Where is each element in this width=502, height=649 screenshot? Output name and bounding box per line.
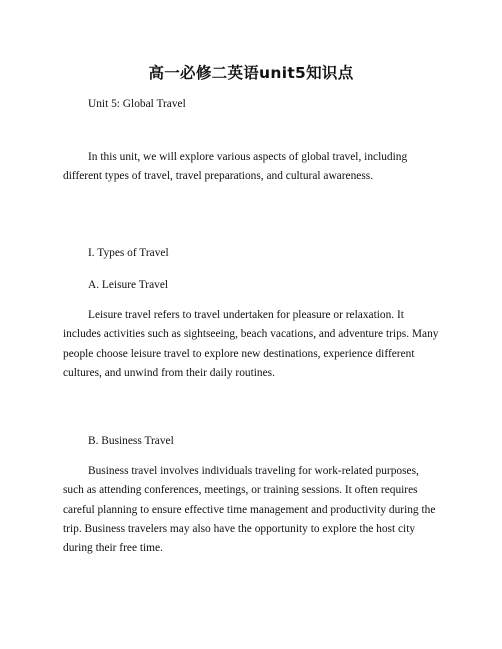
business-travel-paragraph: Business travel involves individuals traveling for work-related purposes, such as attending conferences, meetings, or training sessions. It often requires careful planning to ensure effective time management and productivity during the trip. Business travelers may also have the opportunity to explore the host city during their free time.	[63, 465, 436, 555]
subsection-heading-business-travel: B. Business Travel	[88, 435, 174, 447]
intro-paragraph: In this unit, we will explore various aspects of global travel, including different types of travel, travel preparations, and cultural awareness.	[63, 151, 408, 183]
subsection-heading-leisure-travel: A. Leisure Travel	[88, 279, 169, 291]
leisure-travel-paragraph: Leisure travel refers to travel undertaken for pleasure or relaxation. It includes activities such as sightseeing, beach vacations, and adventure trips. Many people choose leisure travel to explore new destinations, experience different cultures, and unwind from their daily routines.	[63, 309, 439, 379]
document-title: 高一必修二英语unit5知识点	[148, 64, 354, 82]
unit-heading: Unit 5: Global Travel	[88, 98, 186, 110]
section-heading-types-of-travel: I. Types of Travel	[88, 247, 169, 259]
